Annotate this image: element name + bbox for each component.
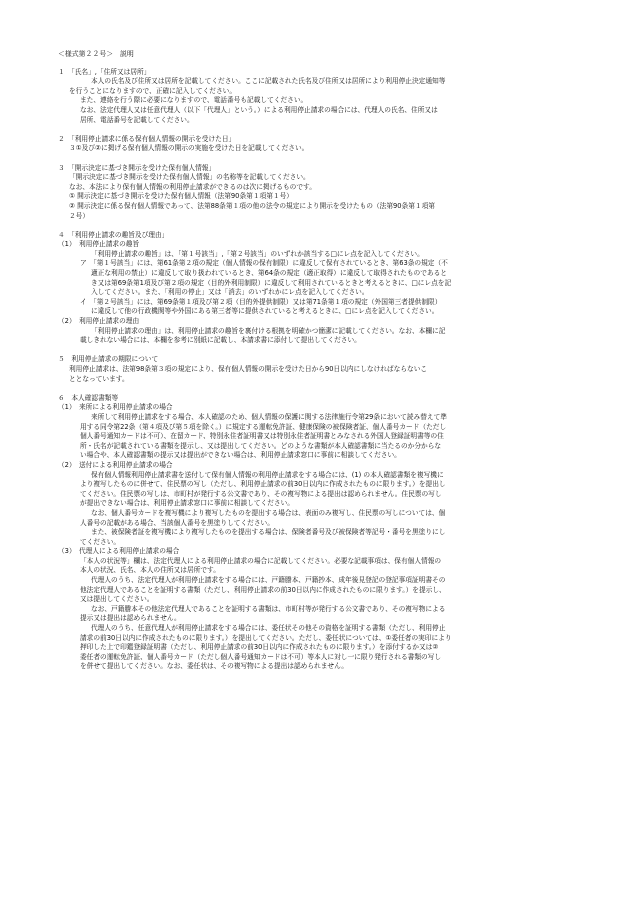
text-line: 代理人のうち、任意代理人が利用停止請求をする場合には、委任状その他その資格を証明する書類（ただし、利用停止 — [91, 624, 446, 633]
document-body — [58, 68, 578, 672]
text-line: 来所して利用停止請求をする場合、本人確認のため、個人情報の保護に関する法律施行令第29条において読み替えて準 — [91, 412, 447, 421]
text-line: （3） 代理人による利用停止請求の場合 — [58, 547, 180, 556]
text-line: 載しきれない場合には、本欄を参考に別紙に記載し、本請求書に添付して提出してください。 — [80, 336, 361, 345]
text-line: 本人の状況、氏名、本人の住所又は居所です。 — [80, 566, 220, 575]
text-line: 保有個人情報利用停止請求書を送付して保有個人情報の利用停止請求をする場合には、(1) の本人確認書類を複写機に — [91, 470, 444, 479]
text-line: てください。 — [80, 537, 121, 546]
text-line: なお、法定代理人又は任意代理人（以下「代理人」という。）による利用停止請求の場合には、代理人の氏名、住所又は — [80, 105, 438, 114]
text-line: 「開示決定に基づき開示を受けた保有個人情報」の名称等を記載してください。 — [69, 173, 310, 182]
section-3 — [58, 164, 578, 222]
text-line: 提示又は提出は認められません。 — [80, 614, 181, 623]
text-line: が提出できない場合は、利用停止請求窓口に事前に相談してください。 — [80, 499, 294, 508]
text-line: （2） 利用停止請求の理由 — [58, 317, 140, 326]
section-heading: ３ 「開示決定に基づき開示を受けた保有個人情報」 — [58, 163, 216, 172]
text-line: 個人番号通知カードは不可）、在留カード、特別永住者証明書又は特別永住者証明書とみなされる外国人登録証明書等の住 — [80, 432, 444, 441]
text-line: 人番号の記載がある場合、当該個人番号を黒塗りしてください。 — [80, 518, 274, 527]
text-line: 他法定代理人であることを証明する書類（ただし、利用停止請求の前30日以内に作成されたものに限ります。）を提示し、 — [80, 585, 446, 594]
section-heading: １ 「氏名」,「住所又は居所」 — [58, 67, 151, 76]
text-line: また、連絡を行う際に必要になりますので、電話番号も記載してください。 — [80, 96, 308, 105]
text-line: き又は第69条第1項及び第２項の規定（目的外利用制限）に違反して利用されているときと考えるときに、□にレ点を記 — [91, 278, 452, 287]
text-line: を併せて提出してください。なお、委任状は、その複写物による提出は認められません。 — [80, 662, 348, 671]
section-1 — [58, 68, 578, 126]
text-line: 又は提出してください。 — [80, 595, 154, 604]
section-heading: ５ 利用停止請求の期限について — [58, 355, 159, 364]
text-line: ３①及び②に掲げる保有個人情報の開示の実施を受けた日を記載してください。 — [69, 144, 309, 153]
section-2 — [58, 135, 578, 154]
section-heading: ４ 「利用停止請求の趣旨及び理由」 — [58, 230, 169, 239]
text-line: ２号） — [69, 211, 90, 220]
text-line: なお、戸籍謄本その他法定代理人であることを証明する書類は、市町村等が発行する公文書であり、その複写物による — [91, 604, 446, 613]
text-line: 請求の前30日以内に作成されたものに限ります。）を提出してください。ただし、委任状については、①委任者の実印により — [80, 633, 452, 642]
text-line: なお、本法により保有個人情報の利用停止請求ができるのは次に掲げるものです。 — [69, 182, 316, 191]
text-line: （1） 利用停止請求の趣旨 — [58, 240, 140, 249]
text-line: 所・氏名が記載されている書類を提示し、又は提出してください。どのような書類が本人確認書類に当たるのか分からな — [80, 441, 442, 450]
section-6 — [58, 394, 578, 672]
text-line: ア 「第１号該当」には、第61条第２項の規定（個人情報の保有制限）に違反して保有されているとき、第63条の規定（不 — [80, 259, 448, 268]
section-spacer — [58, 346, 578, 356]
explanation-document — [58, 50, 578, 672]
text-line: 「利用停止請求の趣旨」は、「第１号該当」,「第２号該当」のいずれか該当する□にレ点を記入してください。 — [91, 249, 424, 258]
text-line: 代理人のうち、法定代理人が利用停止請求をする場合には、戸籍謄本、戸籍抄本、成年後見登記の登記事項証明書その — [91, 576, 446, 585]
text-line: 適正な利用の禁止）に違反して取り扱われているとき、第64条の規定（適正取得）に違反して取得されたものであると — [91, 269, 447, 278]
text-line: （2） 送付による利用停止請求の場合 — [58, 460, 173, 469]
text-line: に違反して他の行政機関等や外国にある第三者等に提供されていると考えるときに、□にレ点を記入してください。 — [91, 307, 439, 316]
section-5 — [58, 355, 578, 384]
text-line: また、被保険者証を複写機により複写したものを提出する場合は、保険者番号及び被保険者等記号・番号を黒塗りにし — [91, 528, 446, 537]
text-line: 居所、電話番号を記載してください。 — [80, 115, 194, 124]
text-line: 「利用停止請求の理由」は、利用停止請求の趣旨を裏付ける根拠を明確かつ簡潔に記載してください。なお、本欄に記 — [91, 326, 446, 335]
text-line: てください。住民票の写しは、市町村が発行する公文書であり、その複写物による提出は認められません。住民票の写し — [80, 489, 442, 498]
text-line: ② 開示決定に係る保有個人情報であって、法第88条第１項の他の法令の規定により開示を受けたもの（法第90条第１項第 — [69, 201, 435, 210]
text-line: 「本人の状況等」欄は、法定代理人による利用停止請求の場合に記載してください。必要な記載事項は、保有個人情報の — [80, 556, 442, 565]
text-line: い場合や、本人確認書類の提示又は提出ができない場合は、利用停止請求窓口に事前に相談してください。 — [80, 451, 401, 460]
section-spacer — [58, 154, 578, 164]
text-line: 委任者の運転免許証、個人番号カード（ただし個人番号通知カードは不可）等本人に対し一に限り発行される書類の写し — [80, 652, 442, 661]
text-line: なお、個人番号カードを複写機により複写したものを提出する場合は、表面のみ複写し、住民票の写しについては、個 — [91, 508, 446, 517]
text-line: 利用停止請求は、法第98条第３項の規定により、保有個人情報の開示を受けた日から90日以内にしなければならないこ — [69, 365, 428, 373]
text-line: を行うことになりますので、正確に記入してください。 — [69, 86, 237, 95]
text-line: 用する同令第22条（第４項及び第５項を除く。）に規定する運転免許証、健康保険の被保険者証、個人番号カード（ただし — [80, 422, 447, 431]
text-line: 入してください。また、「利用の停止」又は「消去」のいずれかにレ点を記入してください。 — [91, 288, 369, 297]
text-line: イ 「第２号該当」には、第69条第１項及び第２項（目的外提供制限）又は第71条第１項の規定（外国第三者提供制限） — [80, 297, 442, 306]
text-line: ① 開示決定に基づき開示を受けた保有個人情報（法第90条第１項第１号） — [69, 192, 293, 201]
section-spacer — [58, 125, 578, 135]
text-line: より複写したものに併せて、住民票の写し（ただし、利用停止請求の前30日以内に作成されたものに限ります。）を提出し — [80, 480, 446, 489]
text-line: ととなっています。 — [69, 374, 129, 383]
text-line: 本人の氏名及び住所又は居所を記載してください。ここに記載された氏名及び住所又は居所により利用停止決定通知等 — [91, 77, 446, 86]
section-heading: ６ 本人確認書類等 — [58, 393, 119, 402]
section-4 — [58, 231, 578, 346]
section-spacer — [58, 221, 578, 231]
section-heading: ２ 「利用停止請求に係る保有個人情報の開示を受けた日」 — [58, 134, 236, 143]
form-header: ＜様式第２２号＞ 説明 — [58, 50, 134, 58]
text-line: （1） 来所による利用停止請求の場合 — [58, 403, 173, 412]
text-line: 押印した上で印鑑登録証明書（ただし、利用停止請求の前30日以内に作成されたものに限ります。）を添付するか又は② — [80, 643, 439, 652]
section-spacer — [58, 384, 578, 394]
